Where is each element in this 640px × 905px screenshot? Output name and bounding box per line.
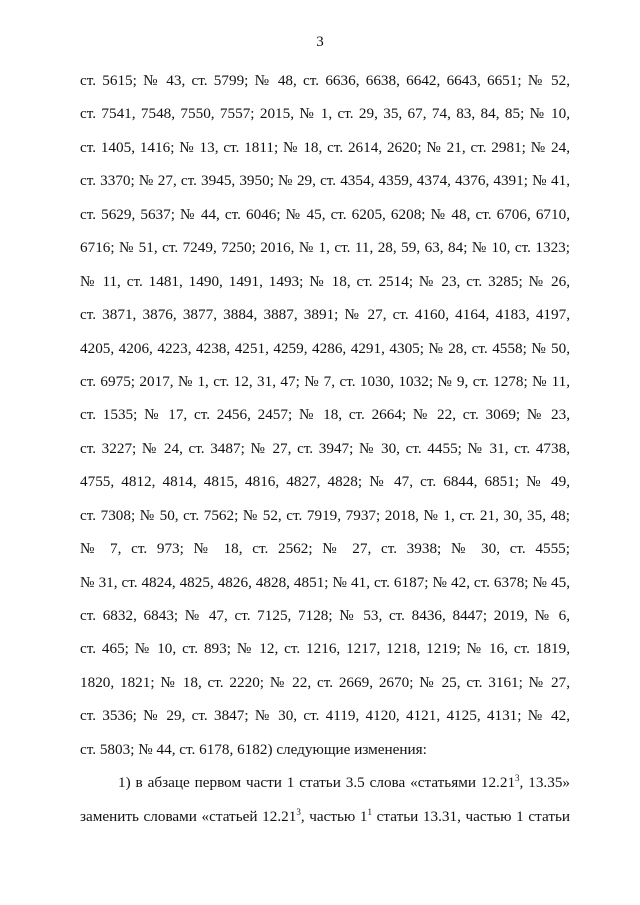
text-line-3: ст. 1405, 1416; № 13, ст. 1811; № 18, ст. 2614, 2620; № 21, ст. 2981; № 24, bbox=[80, 138, 570, 156]
text-line-16: № 31, ст. 4824, 4825, 4826, 4828, 4851; № 41, ст. 6187; № 42, ст. 6378; № 45, bbox=[80, 573, 570, 591]
text-line-2: ст. 7541, 7548, 7550, 7557; 2015, № 1, ст. 29, 35, 67, 74, 83, 84, 85; № 10, bbox=[80, 105, 570, 123]
text-line-12: ст. 3227; № 24, ст. 3487; № 27, ст. 3947; № 30, ст. 4455; № 31, ст. 4738, bbox=[80, 439, 570, 457]
text-line-17: ст. 6832, 6843; № 47, ст. 7125, 7128; № 53, ст. 8436, 8447; 2019, № 6, bbox=[80, 607, 570, 624]
amendment-line-2 bbox=[80, 800, 570, 833]
text-line-5: ст. 5629, 5637; № 44, ст. 6046; № 45, ст. 6205, 6208; № 48, ст. 6706, 6710, bbox=[80, 205, 570, 223]
text-line-19: 1820, 1821; № 18, ст. 2220; № 22, ст. 2669, 2670; № 25, ст. 3161; № 27, bbox=[80, 673, 570, 691]
text-line-11: ст. 1535; № 17, ст. 2456, 2457; № 18, ст. 2664; № 22, ст. 3069; № 23, bbox=[80, 406, 570, 424]
text-line-14: ст. 7308; № 50, ст. 7562; № 52, ст. 7919, 7937; 2018, № 1, ст. 21, 30, 35, 48; bbox=[80, 506, 570, 524]
amendment-line-2-part-3: статьи 13.31, частью 1 статьи bbox=[372, 807, 571, 825]
text-line-6: 6716; № 51, ст. 7249, 7250; 2016, № 1, ст. 11, 28, 59, 63, 84; № 10, ст. 1323; bbox=[80, 239, 570, 257]
amendment-line-1-tail: , 13.35» bbox=[519, 774, 571, 792]
superscript: 1 bbox=[367, 806, 373, 817]
amendment-line-1-text: 1) в абзаце первом части 1 статьи 3.5 слова «статьями 12.21 bbox=[118, 774, 516, 792]
amendment-line-2-part-1: заменить словами «статьей 12.21 bbox=[80, 807, 297, 825]
text-line-8: ст. 3871, 3876, 3877, 3884, 3887, 3891; № 27, ст. 4160, 4164, 4183, 4197, bbox=[80, 306, 570, 324]
text-line-4: ст. 3370; № 27, ст. 3945, 3950; № 29, ст. 4354, 4359, 4374, 4376, 4391; № 41, bbox=[80, 172, 570, 190]
superscript: 3 bbox=[515, 773, 520, 784]
amendment-line-1 bbox=[80, 766, 570, 799]
text-line-9: 4205, 4206, 4223, 4238, 4251, 4259, 4286, 4291, 4305; № 28, ст. 4558; № 50, bbox=[80, 339, 570, 357]
text-line-18: ст. 465; № 10, ст. 893; № 12, ст. 1216, 1217, 1218, 1219; № 16, ст. 1819, bbox=[80, 640, 570, 658]
text-line-13: 4755, 4812, 4814, 4815, 4816, 4827, 4828; № 47, ст. 6844, 6851; № 49, bbox=[80, 473, 570, 491]
text-line-10: ст. 6975; 2017, № 1, ст. 12, 31, 47; № 7, ст. 1030, 1032; № 9, ст. 1278; № 11, bbox=[80, 372, 570, 390]
text-line-21: ст. 5803; № 44, ст. 6178, 6182) следующие изменения: bbox=[80, 740, 427, 758]
text-line-1: ст. 5615; № 43, ст. 5799; № 48, ст. 6636, 6638, 6642, 6643, 6651; № 52, bbox=[80, 72, 570, 89]
page-number: 3 bbox=[316, 34, 324, 50]
superscript: 3 bbox=[296, 806, 301, 817]
amendment-line-2-part-2: , частью 1 bbox=[300, 807, 368, 825]
text-line-7: № 11, ст. 1481, 1490, 1491, 1493; № 18, ст. 2514; № 23, ст. 3285; № 26, bbox=[80, 272, 570, 290]
text-line-20: ст. 3536; № 29, ст. 3847; № 30, ст. 4119, 4120, 4121, 4125, 4131; № 42, bbox=[80, 707, 570, 725]
text-line-15: № 7, ст. 973; № 18, ст. 2562; № 27, ст. 3938; № 30, ст. 4555; bbox=[80, 540, 570, 558]
document-body bbox=[80, 64, 570, 833]
